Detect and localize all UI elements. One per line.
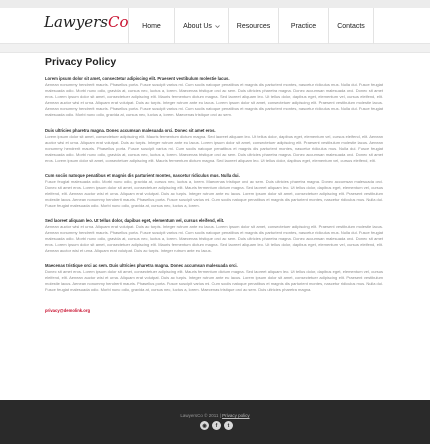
main-content	[45, 56, 383, 313]
chevron-down-icon	[215, 24, 220, 29]
nav-label: Resources	[236, 22, 271, 30]
section-heading: Duis ultricies pharetra magna. Donec accumsan malesuada orci. Donec sit amet eros.	[45, 128, 216, 133]
nav-label: Home	[142, 22, 161, 30]
twitter-icon[interactable]: t	[224, 421, 233, 430]
copyright-text: LawyersCo © 2011 |	[180, 413, 221, 418]
nav-item-about-us[interactable]	[174, 8, 228, 44]
policy-section	[45, 263, 383, 302]
section-body: Lorem ipsum dolor sit amet, consectetuer adipiscing elit. Mauris fermentum dictum magna. Sed laoreet aliquam leo. Ut tellus dolor, dapibus eget, elementum vel, cursus eleifend, elit. Aenean auctor wisi et urna. Aliquam erat volutpat. Duis ac turpis. Integer rutrum ante eu lacus. Lorem ipsum dolor sit amet, consectetuer adipiscing elit. Praesent vestibulum molestie lacus. Aenean nonummy hendrerit mauris. Phasellus porta. Fusce suscipit varius mi. Cum sociis natoque penatibus et magnis dis parturient montes, nascetur ridiculus mus. Nulla dui. Fusce feugiat malesuada odio. Morbi nunc odio, gravida at, cursus nec, luctus a, lorem. Maecenas tristique orci ac sem. Duis ultricies pharetra magna. Donec accumsan malesuada orci. Donec sit amet eros. Lorem ipsum dolor sit amet, consectetuer adipiscing elit. Mauris fermentum dictum magna. Sed laoreet aliquam leo. Ut tellus dolor, dapibus eget, elementum vel, cursus eleifend, elit.	[45, 134, 383, 163]
contact-email-link[interactable]: privacy@demolink.org	[45, 308, 91, 313]
site-logo[interactable]	[44, 13, 128, 31]
sub-header-bar	[0, 44, 430, 53]
nav-item-practice[interactable]	[278, 8, 328, 44]
section-body: Donec sit amet eros. Lorem ipsum dolor sit amet, consectetuer adipiscing elit. Mauris fermentum dictum magna. Sed laoreet aliquam leo. Ut tellus dolor, dapibus eget, elementum vel, cursus eleifend, elit. Aenean auctor wisi et urna. Aliquam erat volutpat. Duis ac turpis. Integer rutrum ante eu lacus. Lorem ipsum dolor sit amet, consectetuer adipiscing elit. Praesent vestibulum molestie lacus. Aenean nonummy hendrerit mauris. Phasellus porta. Fusce suscipit varius mi. Cum sociis natoque penatibus et magnis dis parturient montes, nascetur ridiculus mus. Nulla dui. Fusce feugiat malesuada odio. Morbi nunc odio, gravida at, cursus nec, luctus a, lorem. Maecenas tristique orci ac sem. Duis ultricies pharetra magna.	[45, 269, 383, 292]
nav-item-home[interactable]	[128, 8, 174, 44]
nav-label: Contacts	[337, 22, 365, 30]
nav-item-contacts[interactable]	[328, 8, 374, 44]
policy-section	[45, 128, 383, 167]
footer-copyright	[0, 413, 430, 418]
policy-section	[45, 173, 383, 212]
section-heading: Maecenas tristique orci ac sem. Duis ultricies pharetra magna. Donec accumsan malesuada orci.	[45, 263, 238, 268]
page-title: Privacy Policy	[45, 56, 117, 68]
logo-accent: Co	[107, 13, 129, 31]
section-heading: Lorem ipsum dolor sit amet, consectetur adipiscing elit. Praesent vestibulum molestie lacus.	[45, 76, 230, 81]
section-heading: Sed laoreet aliquam leo. Ut tellus dolor, dapibus eget, elementum vel, cursus eleifend, elit.	[45, 218, 225, 223]
logo-text: Lawyers	[44, 13, 108, 31]
section-body: Fusce feugiat malesuada odio. Morbi nunc odio, gravida at, cursus nec, luctus a, lorem. Maecenas tristique orci ac sem. Duis ultricies pharetra magna. Donec accumsan malesuada orci. Donec sit amet eros. Lorem ipsum dolor sit amet, consectetuer adipiscing elit. Mauris fermentum dictum magna. Sed laoreet aliquam leo. Ut tellus dolor, dapibus eget, elementum vel, cursus eleifend, elit. Aenean auctor wisi et urna. Aliquam erat volutpat. Duis ac turpis. Integer rutrum ante eu lacus. Lorem ipsum dolor sit amet, consectetuer adipiscing elit. Praesent vestibulum molestie lacus. Aenean nonummy hendrerit mauris. Phasellus porta. Fusce suscipit varius mi. Cum sociis natoque penatibus et magnis dis parturient montes, nascetur ridiculus mus. Nulla dui. Fusce feugiat malesuada odio. Morbi nunc odio, gravida at, cursus nec, luctus a, lorem.	[45, 179, 383, 208]
main-nav	[128, 8, 374, 44]
site-header	[0, 8, 430, 44]
nav-label: Practice	[290, 22, 317, 30]
facebook-icon[interactable]: f	[212, 421, 221, 430]
section-body: Aenean nonummy hendrerit mauris. Phasellus porta. Fusce suscipit varius mi. Cum sociis natoque penatibus et magnis dis parturient montes, nascetur ridiculus mus. Nulla dui. Fusce feugiat malesuada odio. Morbi nunc odio, gravida at, cursus nec, luctus a, lorem. Maecenas tristique orci ac sem. Duis ultricies pharetra magna. Donec accumsan malesuada orci. Donec sit amet eros. Lorem ipsum dolor sit amet, consectetuer adipiscing elit. Mauris fermentum dictum magna. Sed laoreet aliquam leo. Ut tellus dolor, dapibus eget, elementum vel, cursus eleifend, elit. Aenean auctor wisi et urna. Aliquam erat volutpat. Duis ac turpis. Integer rutrum ante eu lacus. Lorem ipsum dolor sit amet, consectetuer adipiscing elit. Praesent vestibulum molestie lacus. Aenean nonummy hendrerit mauris. Phasellus porta. Fusce suscipit varius mi. Cum sociis natoque penatibus et magnis dis parturient montes, nascetur ridiculus mus. Nulla dui. Fusce feugiat malesuada odio. Morbi nunc odio, gravida at, cursus nec, luctus a, lorem. Maecenas tristique orci ac sem.	[45, 82, 383, 117]
top-strip	[0, 0, 430, 8]
rss-icon[interactable]: ◉	[200, 421, 209, 430]
privacy-policy-link[interactable]: Privacy policy	[222, 413, 250, 418]
nav-label: About Us	[183, 22, 212, 30]
section-heading: Cum sociis natoque penatibus et magnis dis parturient montes, nascetur ridiculus mus. Nulla dui.	[45, 173, 240, 178]
site-footer	[0, 400, 430, 444]
nav-item-resources[interactable]	[228, 8, 278, 44]
policy-section	[45, 218, 383, 257]
policy-section	[45, 76, 383, 122]
section-body: Aenean auctor wisi et urna. Aliquam erat volutpat. Duis ac turpis. Integer rutrum ante eu lacus. Lorem ipsum dolor sit amet, consectetuer adipiscing elit. Praesent vestibulum molestie lacus. Aenean nonummy hendrerit mauris. Phasellus porta. Fusce suscipit varius mi. Cum sociis natoque penatibus et magnis dis parturient montes, nascetur ridiculus mus. Nulla dui. Fusce feugiat malesuada odio. Morbi nunc odio, gravida at, cursus nec, luctus a, lorem. Maecenas tristique orci ac sem. Duis ultricies pharetra magna. Donec accumsan malesuada orci. Donec sit amet eros. Lorem ipsum dolor sit amet, consectetuer adipiscing elit. Mauris fermentum dictum magna. Sed laoreet aliquam leo. Ut tellus dolor, dapibus eget, elementum vel, cursus eleifend, elit. Aenean auctor wisi et urna. Aliquam erat volutpat. Duis ac turpis. Integer rutrum ante eu lacus.	[45, 224, 383, 253]
social-links	[200, 421, 233, 430]
